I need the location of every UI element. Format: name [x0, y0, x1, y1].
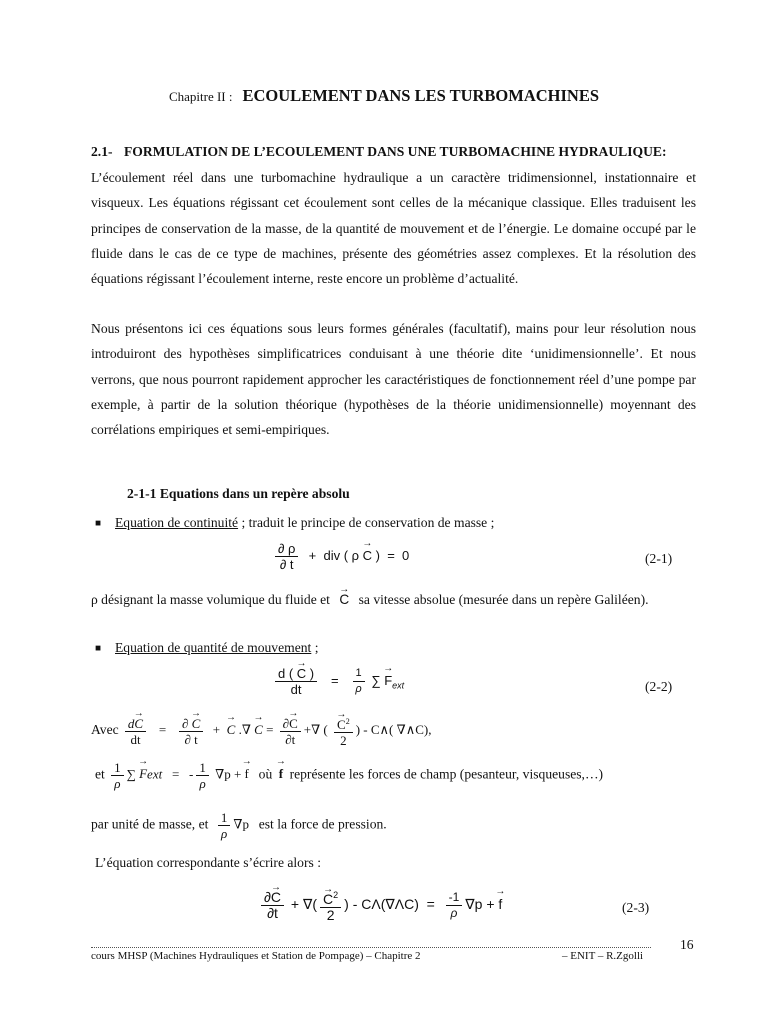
bullet-continuity-label: Equation de continuité	[115, 515, 239, 530]
page-number: 16	[680, 937, 694, 952]
section-title: FORMULATION DE L’ECOULEMENT DANS UNE TURBOMACHINE HYDRAULIQUE:	[123, 144, 667, 159]
paragraph-2: Nous présentons ici ces équations sous leurs formes générales (facultatif), mains pour leur résolution nous introduiront des hypothèses simplificatrices conduisant à une théorie dite ‘unidimensionnelle’. Et nous verrons, que nous pourront rapidement approcher les caractéristiques de fonctionnement réel d’une pompe par exemple, à partir de la solution théorique (hypothèses de la théorie unidimensionnelle) moyennant des corrélations empiriques et semi-empiriques.	[91, 321, 696, 438]
paragraph-1: L’écoulement réel dans une turbomachine hydraulique a un caractère tridimensionnel, instationnaire et visqueux. Les équations régissant cet écoulement sont celles de la mécanique classique. Elles traduisent les principes de conservation de la masse, de la quantité de mouvement et de l’énergie. Le domaine occupé par le fluide dans le cas de ce type de machines, présente des géométries assez complexes. Et la résolution des équations régissant l’écoulement interne, reste encore un problème d’actualité.	[91, 170, 696, 287]
correspondante-text: L’équation correspondante s’écrire alors :	[95, 855, 321, 870]
bullet-marker: ■	[95, 518, 102, 529]
equation-avec: Avec $\frac{d\to C}{dt}$ = $\frac{\partial \to C}{\partial t}$ + → C .∇ → C = $\frac{\partial\to C}{\partial t}$ +∇ ( → $\frac{C^2}{2}$ ) - C∧( ∇∧C),	[91, 714, 431, 748]
bullet-momentum-label: Equation de quantité de mouvement	[115, 640, 312, 655]
footer-divider	[91, 947, 651, 948]
equation-number-1: (2-1)	[645, 551, 673, 566]
equation-final: $\frac{\partial\to C}{\partial t}$ + ∇( → $\frac{C^2}{2}$ ) - CΛ(∇ΛC) = $\frac{-1}{\rho}$ ∇p + → f	[258, 888, 502, 923]
avec-label: Avec	[91, 722, 119, 738]
footer-course: cours MHSP (Machines Hydrauliques et Station de Pompage) – Chapitre 2	[91, 950, 421, 962]
et-label: et	[95, 766, 105, 782]
velocity-vector: → C	[339, 587, 349, 612]
bullet-continuity-rest: ; traduit le principe de conservation de masse ;	[238, 515, 495, 530]
footer-author: – ENIT – R.Zgolli	[562, 950, 644, 962]
f-description: représente les forces de champ (pesanteur, visqueuses,…)	[289, 766, 604, 782]
equation-number-2: (2-2)	[645, 679, 673, 694]
chapter-label: Chapitre II :	[168, 89, 233, 104]
equation-pressure: par unité de masse, et $\frac{1}{\rho}$ ∇p est la force de pression.	[91, 810, 387, 841]
bullet-momentum-rest: ;	[311, 640, 319, 655]
rho-text-2: sa vitesse absolue (mesurée dans un repère Galiléen).	[358, 592, 649, 607]
bullet-momentum	[115, 640, 319, 656]
rho-description	[91, 587, 696, 612]
rho-text: ρ désignant la masse volumique du fluide et	[91, 592, 330, 607]
subsection-title: 2-1-1 Equations dans un repère absolu	[127, 486, 350, 501]
equation-forces: et $\frac{1}{\rho}$ ∑ → Fext = - $\frac{1}{\rho}$ ∇p + → f où → f représente les forces de champ (pesanteur, visqueuses,…)	[95, 760, 700, 791]
bullet-continuity	[115, 515, 494, 531]
chapter-header	[0, 86, 768, 106]
chapter-title: ECOULEMENT DANS LES TURBOMACHINES	[242, 86, 600, 105]
bullet-marker: ■	[95, 643, 102, 654]
pression-label: est la force de pression.	[258, 816, 387, 832]
equation-momentum: $\frac{d ( \to C )}{dt}$ = $\frac{1}{\rho}$ ∑ → $F_{ext}$	[272, 666, 404, 697]
equation-continuity: $\frac{\partial \rho}{\partial t}$ + div ( ρ → C ) = 0	[272, 541, 409, 572]
section-heading	[91, 144, 667, 160]
par-unite-label: par unité de masse, et	[91, 816, 209, 832]
equation-number-3: (2-3)	[622, 900, 650, 915]
ou-label: où	[258, 766, 273, 782]
section-number: 2.1-	[91, 144, 113, 159]
